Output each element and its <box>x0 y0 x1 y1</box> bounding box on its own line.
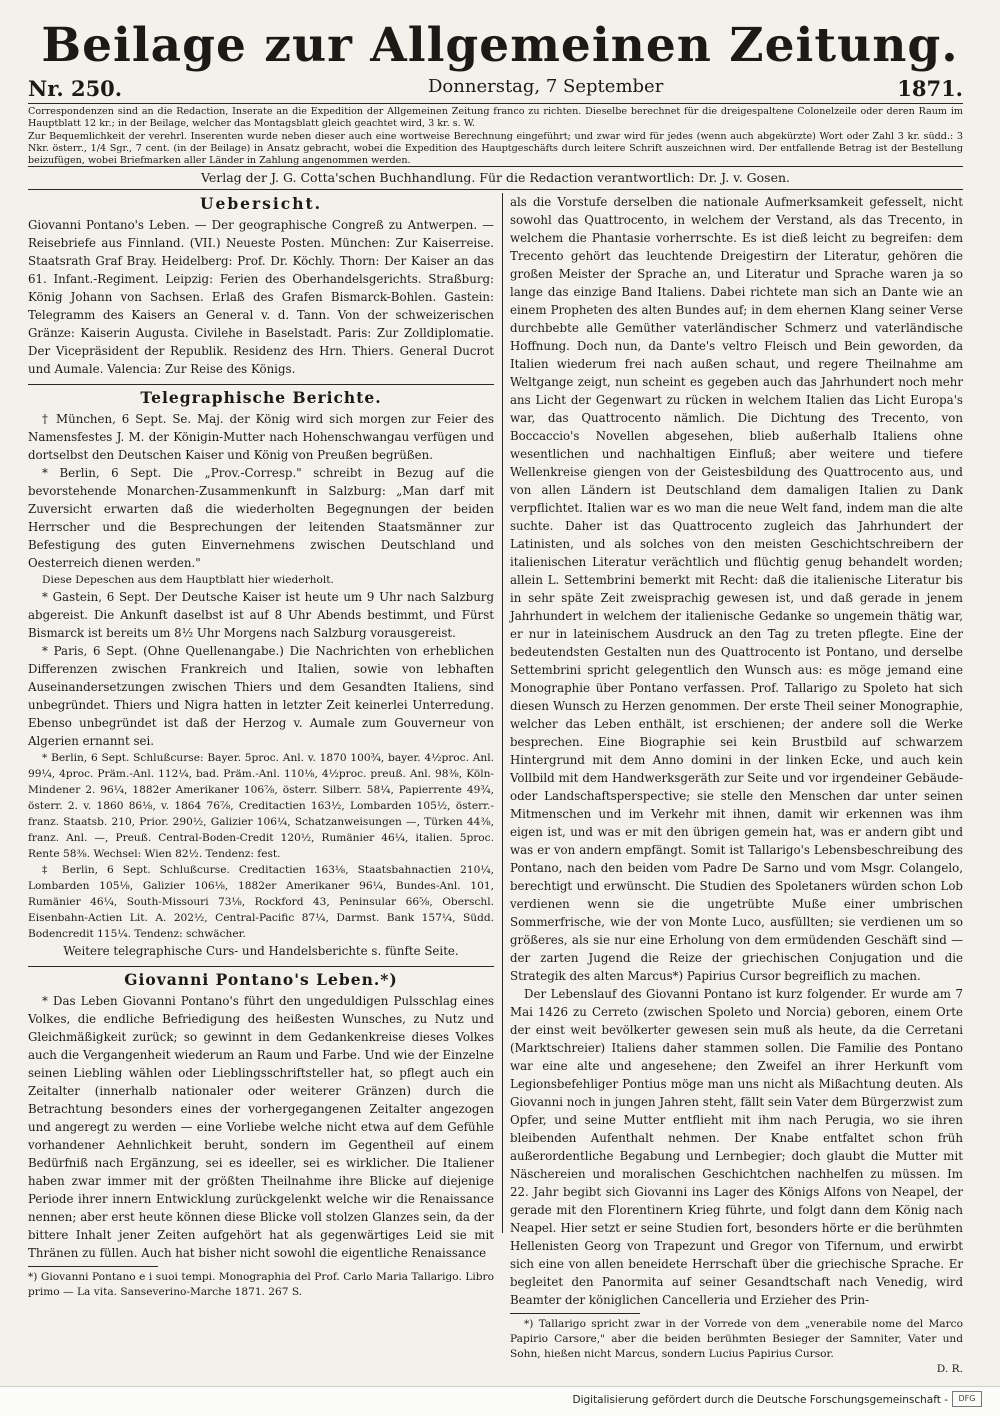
right-footnote-sign: D. R. <box>936 1363 963 1375</box>
article-text-right-2: Der Lebenslauf des Giovanni Pontano ist kurz folgender. Er wurde am 7 Mai 1426 zu Cerreto (zwischen Spoleto und Norcia) geboren, einem Orte der einst weit bevölkerter gewesen sein muß als heute, da die Cerretani (Marktschreier) Italiens daher stammen sollen. Die Familie des Pontano war eine alte und angesehene; den Zweifel an ihrer Herkunft vom Legionsbefehliger Pontius möge man uns nicht als Mißachtung deuten. Als Giovanni noch in jungen Jahren steht, fällt sein Vater dem Bürgerzwist zum Opfer, und seine Mutter entflieht mit ihm nach Perugia, wo sie ihren bleibenden Aufenthalt nehmen. Der Knabe entfaltet schon früh außerordentliche Begabung und Lernbegier; doch glaubt die Mutter mit Näschereien und moralischen Geschichtchen nachhelfen zu müssen. Im 22. Jahr begibt sich Giovanni ins Lager des Königs Alfons von Neapel, der gerade mit den Florentinern Krieg führte, und folgt dann dem König nach Neapel. Hier setzt er seine Studien fort, besonders hörte er die berühmten Hellenisten Georg von Trapezunt und Gregor von Tifernum, und erwirbt sich eine von allen beneidete Herrschaft über die griechische Sprache. Er begleitet den Panormita auf seiner Gesandtschaft nach Venedig, wird Beamter der königlichen Cancelleria und Erzieher des Prin- <box>510 987 963 1307</box>
funding-notice: Digitalisierung gefördert durch die Deutsche Forschungsgemeinschaft - <box>572 1394 948 1406</box>
dfg-logo: DFG <box>952 1391 982 1407</box>
divider <box>28 103 963 104</box>
column-divider <box>502 193 503 1233</box>
telegraph-berlin-rates-1: * Berlin, 6 Sept. Schlußcurse: Bayer. 5proc. Anl. v. 1870 100¾, bayer. 4½proc. Anl. 99¼, 4proc. Präm.-Anl. 112¼, bad. Präm.-Anl. 110⅛, 4½proc. preuß. Anl. 98⅜, Köln-Mindener 2. 96¼, 1882er Amerikaner 106⅞, österr. Silberr. 58¼, Papierrente 49¾, österr. 2. v. 1860 86⅛, v. 1864 76⅞, Creditactien 163½, Lombarden 105½, österr.-franz. Staatsb. 210, Prior. 290½, Galizier 106¼, Schatzanweisungen —, Türken 44⅜, franz. Anl. —, Preuß. Central-Boden-Credit 120½, Rumänier 46¼, italien. 5proc. Rente 58⅜. Wechsel: Wien 82½. Tendenz: fest. <box>28 752 494 860</box>
divider <box>28 166 963 167</box>
divider <box>28 966 494 967</box>
issue-number: Nr. 250. <box>28 76 123 101</box>
divider <box>28 384 494 385</box>
overview-text: Giovanni Pontano's Leben. — Der geographische Congreß zu Antwerpen. — Reisebriefe aus Finnland. (VII.) Neueste Posten. München: Zur Kaiserreise. Staatsrath Graf Bray. Heidelberg: Prof. Dr. Köchly. Thorn: Der Kaiser an das 61. Infant.-Regiment. Leipzig: Ferien des Oberhandelsgerichts. Straßburg: König Johann von Sachsen. Erlaß des Grafen Bismarck-Bohlen. Gastein: Telegramm des Kaisers an General v. d. Tann. Von der schweizerischen Gränze: Kaiserin Augusta. Civilehe in Baselstadt. Paris: Zur Zolldiplomatie. Der Vicepräsident der Republik. Residenz des Hrn. Thiers. General Ducrot und Aumale. Valencia: Zur Reise des Königs. <box>28 218 494 376</box>
notice-advertising: Zur Bequemlichkeit der verehrl. Inserenten wurde neben dieser auch eine wortweise Berechnung eingeführt; und zwar wird für jedes (wenn auch abgekürzte) Wort oder Zahl 3 kr. südd.: 3 Nkr. österr., 1/4 Sgr., 7 cent. (in der Beilage) in Ansatz gebracht, wobei die Expedition des Hauptgeschäfts durch leitere Schrift auszeichnen wird. Der entfallende Betrag ist der Bestellung beizufügen, wobei Briefmarken aller Länder in Zahlung angenommen werden. <box>28 131 963 166</box>
article-text-right-1: als die Vorstufe derselben die nationale Aufmerksamkeit gefesselt, nicht sowohl das Quattrocento, in welchem der Verstand, als das Trecento, in welchem die Phantasie vorherrschte. Es ist dieß leicht zu begreifen: dem Trecento gehört das leuchtende Dreigestirn der Literatur, gehören die großen Meister der Sprache an, und Literatur und Sprache waren ja so lange das einzige Band Italiens. Dabei richtete man sich an Dante wie an einem Propheten des alten Bundes auf; in dem ehernen Klang seiner Verse durchbebte alle Gemüther vaterländischer Schmerz und vaterländische Hoffnung. Doch nun, da Dante's veltro Fleisch und Bein geworden, da Italien wiederum frei nach außen schaut, und regere Theilnahme am Weltgange zeigt, nun scheint es gegeben auch das Jahrhundert noch mehr ans Licht der Gegenwart zu rücken in welchem Italien das Licht Europa's war, das Quattrocento nämlich. Die Dichtung des Trecento, von Boccaccio's Novellen abgesehen, blieb außerhalb Italiens ohne wesentlichen und nachhaltigen Einfluß; aber weitere und tiefere Wellenkreise giengen von der Geistesbildung des Quattrocento aus, und von allen Ländern ist Deutschland dem damaligen Italien zu Dank verpflichtet. Italien war es wo man die neue Welt fand, indem man die alte suchte. Daher ist das Quattrocento zugleich das Jahrhundert der Latinisten, und als solches von den meisten Geschichtschreibern der italienischen Literatur verächtlich und flüchtig genug behandelt worden; allein L. Settembrini bemerkt mit Recht: daß die italienische Literatur bis in sehr späte Zeit zweisprachig gewesen ist, und daß gerade in jenem Jahrhundert in welchem der italienische Gedanke so ungemein thätig war, er nur in lateinischem Ausdruck an den Tag zu treten pflegte. Eine der bedeutendsten Gestalten nun des Quattrocento ist Pontano, und derselbe Settembrini spricht gelegentlich den Wunsch aus: es möge jemand eine Monographie über Pontano verfassen. Prof. Tallarigo zu Spoleto hat sich diesen Wunsch zu Herzen genommen. Der erste Theil seiner Monographie, welcher das Leben enthält, ist erschienen; der andere soll die Werke besprechen. Eine Biographie sei kein Brustbild auf schwarzem Hintergrund mit dem Anno domini in der linken Ecke, und auch kein Vollbild mit dem Handwerksgeräth zur Seite und vor irgendeiner Gebäude- oder Landschaftsperspective; sie stelle den Menschen dar unter seinen Mitmenschen und im Verkehr mit ihnen, damit wir erkennen was ihm eigen ist, und was er mit den übrigen gemein hat, was er andern gibt und was er von andern empfängt. Somit ist Tallarigo's Lebensbeschreibung des Pontano, nach den beiden vom Padre De Sarno und vom Msgr. Colangelo, berechtigt und erwünscht. Die Studien des Spoletaners würden schon Lob verdienen wenn sie die ungetrübte Muße einer umbrischen Sommerfrische, wie der von Monte Luco, ausfüllten; sie verdienen um so größeres, als sie nur eine Erholung von dem ermüdenden Geschäft sind — der zarten Jugend die Reize der griechischen Conjugation und die Strategik des alten Marcus*) Papirius Cursor begreiflich zu machen. <box>510 195 963 983</box>
article-heading: Giovanni Pontano's Leben.*) <box>124 970 398 989</box>
telegraph-munich: † München, 6 Sept. Se. Maj. der König wird sich morgen zur Feier des Namensfestes J. M. der Königin-Mutter nach Hohenschwangau verfügen und dortselbst den Deutschen Kaiser und König von Preußen begrüßen. <box>28 412 494 462</box>
article-footnote: *) Giovanni Pontano e i suoi tempi. Monographia del Prof. Carlo Maria Tallarigo. Libro primo — La vita. Sanseverino-Marche 1871. 267 S. <box>28 1271 494 1298</box>
right-column <box>510 193 963 1377</box>
telegraph-gastein: * Gastein, 6 Sept. Der Deutsche Kaiser ist heute um 9 Uhr nach Salzburg abgereist. Die Ankunft daselbst ist auf 8 Uhr Abends bestimmt, und Fürst Bismarck ist bereits um 8½ Uhr Morgens nach Salzburg vorausgereist. <box>28 590 494 640</box>
telegraph-berlin-rates-2: ‡ Berlin, 6 Sept. Schlußcurse. Creditactien 163⅛, Staatsbahnactien 210¼, Lombarden 105⅛, Galizier 106⅛, 1882er Amerikaner 96¼, Bundes-Anl. 101, Rumänier 46¼, South-Missouri 73⅛, Rockford 43, Peninsular 66⅝, Oberschl. Eisenbahn-Actien Lit. A. 202½, Central-Pacific 87¼, Darmst. Bank 157¼, Südd. Bodencredit 115¼. Tendenz: schwächer. <box>28 864 494 940</box>
notice-correspondence: Correspondenzen sind an die Redaction, Inserate an die Expedition der Allgemeinen Zeitung franco zu richten. Dieselbe berechnet für die dreigespaltene Colonelzeile oder deren Raum im Hauptblatt 12 kr.; in der Beilage, welcher das Montagsblatt gleich geachtet wird, 3 kr. s. W. <box>28 106 963 129</box>
overview-heading: Uebersicht. <box>199 194 323 213</box>
footnote-rule <box>28 1266 158 1267</box>
publisher-line: Verlag der J. G. Cotta'schen Buchhandlung. Für die Redaction verantwortlich: Dr. J. v. Gosen. <box>200 170 791 185</box>
telegraph-paris: * Paris, 6 Sept. (Ohne Quellenangabe.) Die Nachrichten von erheblichen Differenzen zwischen Frankreich und Italien, sowie von lebhaften Auseinandersetzungen zwischen Thiers und dem Gesandten Italiens, sind unbegründet. Thiers und Nigra hatten in letzter Zeit keinerlei Unterredung. Ebenso unbegründet ist daß der Herzog v. Aumale zum Gouverneur von Algerien ernannt sei. <box>28 644 494 748</box>
footnote-rule <box>510 1313 640 1314</box>
issue-line <box>28 76 963 102</box>
telegraph-berlin: * Berlin, 6 Sept. Die „Prov.-Corresp." schreibt in Bezug auf die bevorstehende Monarchen-Zusammenkunft in Salzburg: „Man darf mit Zuversicht erwarten daß die wiederholten Begegnungen der beiden Herrscher und die Besprechungen der leitenden Staatsmänner zur Befestigung des guten Einvernehmens zwischen Deutschland und Oesterreich dienen werden." <box>28 466 494 570</box>
issue-year: 1871. <box>897 76 963 101</box>
left-column <box>28 193 494 1300</box>
telegraph-more: Weitere telegraphische Curs- und Handelsberichte s. fünfte Seite. <box>63 944 459 958</box>
divider <box>28 189 963 190</box>
masthead: Beilage zur Allgemeinen Zeitung. <box>41 18 959 73</box>
telegraph-note: Diese Depeschen aus dem Hauptblatt hier wiederholt. <box>42 574 334 586</box>
article-text-left: * Das Leben Giovanni Pontano's führt den ungeduldigen Pulsschlag eines Volkes, die endliche Befriedigung des heißesten Wunsches, zu Nutz und Gleichmäßigkeit zurück; so gewinnt in dem Gedankenkreise dieses Volkes auch die Vergangenheit wiederum an Raum und Farbe. Und wie der Einzelne seinen Liebling wählen oder Lieblingsschriftsteller hat, so pflegt auch ein Zeitalter (innerhalb nationaler oder weiterer Gränzen) durch die Betrachtung besonders eines der vorhergegangenen Zeitalter angezogen und angeregt zu werden — eine Vorliebe welche nicht etwa auf dem Gefühle vorhandener Aehnlichkeit beruht, sondern im Gegentheil auf einem Bedürfniß nach Ergänzung, sei es ideeller, sei es wirklicher. Die Italiener haben zwar immer mit der größten Theilnahme ihre Blicke auf diejenige Periode ihrer innern Entwicklung zurückgelenkt welche wir die Renaissance nennen; aber erst heute können diese Blicke voll stolzen Glanzes sein, da der bittere Inhalt jener Zeiten aufgehört hat als gegenwärtiges Leid sie mit Thränen zu füllen. Auch hat bisher nicht sowohl die eigentliche Renaissance <box>28 994 494 1260</box>
telegraph-heading: Telegraphische Berichte. <box>140 388 382 407</box>
right-footnote: *) Tallarigo spricht zwar in der Vorrede von dem „venerabile nome del Marco Papirio Carsore," aber die beiden berühmten Besieger der Samniter, Vater und Sohn, hießen nicht Marcus, sondern Lucius Papirius Cursor. <box>510 1318 963 1360</box>
issue-date: Donnerstag, 7 September <box>428 76 664 97</box>
